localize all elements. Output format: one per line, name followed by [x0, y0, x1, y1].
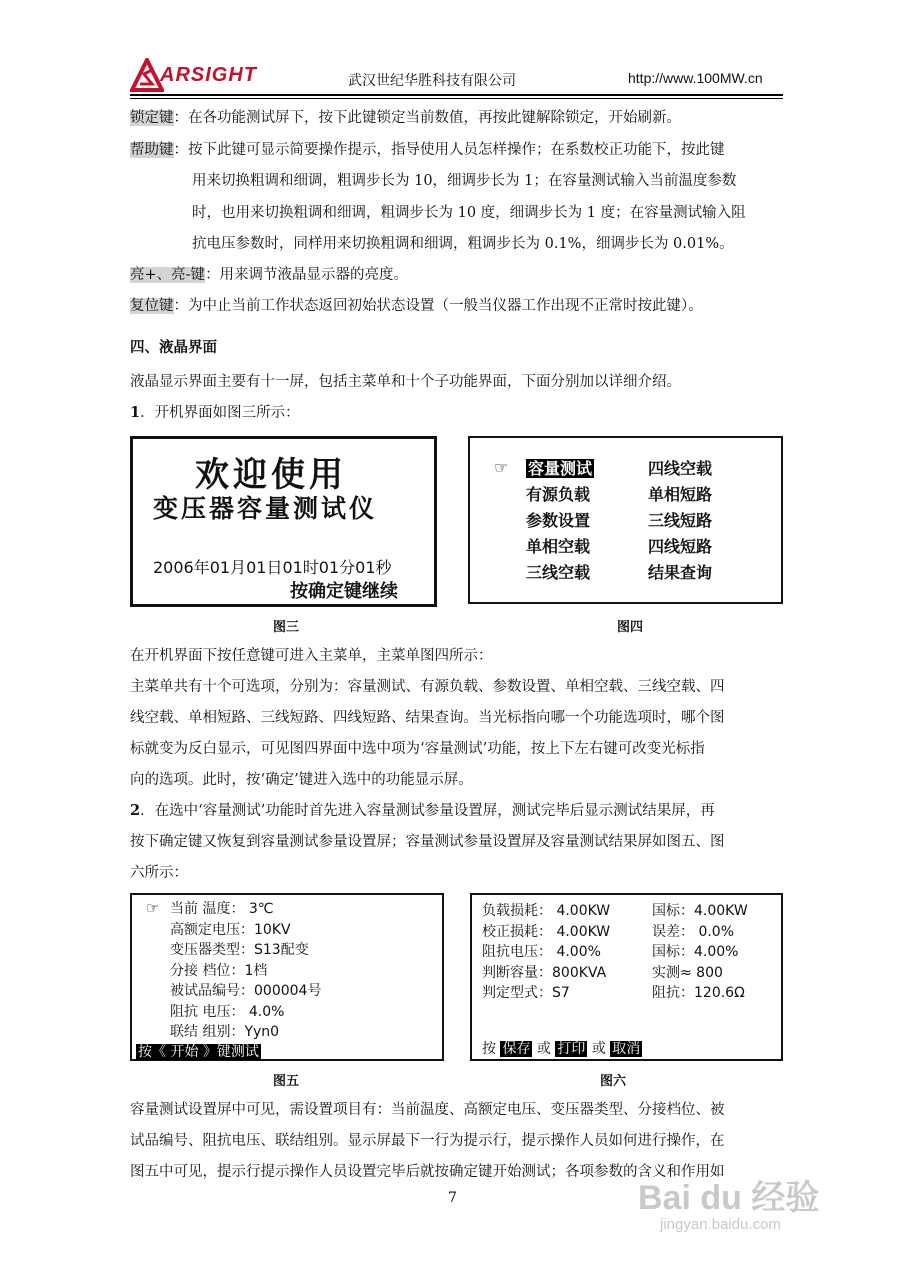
section-intro: 液晶显示界面主要有十一屏，包括主菜单和十个子功能界面，下面分别加以详细介绍。: [130, 374, 681, 390]
company-logo: [130, 54, 280, 94]
lock-key-line: [130, 109, 681, 127]
item1-text: ．开机界面如图三所示：: [140, 405, 300, 421]
item2-number: 2: [130, 802, 141, 819]
para3-line1: 容量测试设置屏中可见，需设置项目有：当前温度、高额定电压、变压器类型、分接档位、被: [130, 1102, 725, 1118]
fig6-screen: [470, 893, 783, 1061]
help-key-desc-1: ：按下此键可显示简要操作提示，指导使用人员怎样操作；在系数校正功能下，按此键: [173, 142, 725, 158]
reset-key-line: [130, 297, 703, 315]
para2-line3: 线空载、单相短路、三线短路、四线短路、结果查询。当光标指向哪一个功能选项时，哪个图: [130, 710, 725, 726]
fig6-caption: 图六: [600, 1074, 627, 1089]
result-impedance: 阻抗：120.6Ω: [652, 985, 745, 1001]
fig3-welcome: 欢迎使用: [195, 455, 347, 495]
fig6-right-col: [652, 901, 748, 1004]
watermark-site: jingyan.baidu.com: [660, 1216, 781, 1233]
save-button[interactable]: 保存: [502, 1041, 531, 1057]
header-rule: [130, 94, 783, 96]
help-key-desc-4: 抗电压参数时，同样用来切换粗调和细调，粗调步长为 0.1%，细调步长为 0.01%。: [192, 236, 734, 252]
result-standard-impedance: 国标：4.00%: [652, 944, 739, 960]
fig3-caption: 图三: [273, 620, 300, 635]
lock-key-desc: ：在各功能测试屏下，按下此键锁定当前数值，再按此键解除锁定，开始刷新。: [173, 110, 681, 126]
page-number: 7: [448, 1190, 457, 1206]
logo-triangle-icon: [130, 58, 164, 92]
pointing-hand-icon: ☞: [494, 458, 509, 477]
fig3-prompt: 按确定键继续: [290, 581, 398, 602]
header-company: 武汉世纪华胜科技有限公司: [348, 72, 516, 88]
menu-item-param-settings[interactable]: 参数设置: [526, 511, 591, 530]
help-key-desc-2: 用来切换粗调和细调，粗调步长为 10，细调步长为 1；在容量测试输入当前温度参数: [192, 173, 737, 189]
fig4-screen: [468, 436, 783, 604]
bright-key-line: [130, 266, 408, 284]
fig5-screen: [130, 893, 444, 1061]
para2-line8: 六所示：: [130, 865, 188, 881]
menu-item-four-wire-noload[interactable]: 四线空载: [648, 459, 713, 478]
lock-key-term: 锁定键: [130, 110, 174, 126]
param-rated-voltage[interactable]: 高额定电压：10KV: [170, 921, 291, 938]
fig6-left-col: [482, 901, 610, 1004]
para2-line4: 标就变为反白显示，可见图四界面中选中项为‘容量测试’功能，按上下左右键可改变光标指: [130, 741, 705, 757]
fig3-product: 变压器容量测试仪: [153, 494, 378, 523]
fig6-or-text: 或: [536, 1041, 551, 1057]
menu-item-four-wire-short[interactable]: 四线短路: [648, 537, 713, 556]
help-key-desc-3: 时，也用来切换粗调和细调，粗调步长为 10 度，细调步长为 1 度；在容量测试输入阻: [192, 205, 746, 221]
menu-item-three-wire-noload[interactable]: 三线空载: [526, 563, 591, 582]
fig6-or-text: 或: [591, 1041, 606, 1057]
menu-item-capacity-test[interactable]: 容量测试: [528, 459, 593, 478]
help-key-line: [130, 141, 725, 159]
fig6-press-text: 按: [482, 1041, 496, 1057]
reset-key-term: 复位键: [130, 298, 174, 314]
para2-line7: 按下确定键又恢复到容量测试参量设置屏；容量测试参量设置屏及容量测试结果屏如图五、图: [130, 834, 725, 850]
logo-text: ARSIGHT: [160, 64, 257, 86]
header-url[interactable]: http://www.100MW.cn: [628, 70, 763, 86]
fig4-menu-col1: [526, 456, 594, 586]
para2-line5: 向的选项。此时，按‘确定’键进入选中的功能显示屏。: [130, 772, 473, 788]
result-corrected-loss: 校正损耗： 4.00KW: [482, 923, 611, 940]
menu-item-active-load[interactable]: 有源负载: [526, 485, 591, 504]
result-judged-capacity: 判断容量：800KVA: [482, 964, 607, 981]
fig5-param-list: [170, 899, 321, 1043]
para3-line3: 图五中可见，提示行提示操作人员设置完毕后就按确定键开始测试；各项参数的含义和作用如: [130, 1164, 725, 1180]
fig6-action-bar: [482, 1038, 642, 1058]
print-button[interactable]: 打印: [557, 1041, 586, 1057]
bright-key-desc: ：用来调节液晶显示器的亮度。: [205, 267, 409, 283]
menu-item-single-phase-short[interactable]: 单相短路: [648, 485, 713, 504]
fig4-menu-col2: [648, 456, 712, 586]
fig3-datetime: 2006年01月01日01时01分01秒: [153, 558, 392, 577]
para2-line2: 主菜单共有十个可选项，分别为：容量测试、有源负载、参数设置、单相空载、三线空载、四: [130, 679, 725, 695]
param-transformer-type[interactable]: 变压器类型：S13配变: [170, 942, 309, 958]
help-key-term: 帮助键: [130, 142, 174, 158]
reset-key-desc: ：为中止当前工作状态返回初始状态设置（一般当仪器工作出现不正常时按此键）。: [173, 298, 703, 314]
param-tap-position[interactable]: 分接 档位：1档: [170, 962, 268, 979]
fig5-caption: 图五: [273, 1074, 300, 1089]
menu-item-single-phase-noload[interactable]: 单相空载: [526, 537, 591, 556]
menu-item-three-wire-short[interactable]: 三线短路: [648, 511, 713, 530]
result-standard-loss: 国标：4.00KW: [652, 903, 748, 919]
watermark-brand: Bai du 经验: [638, 1179, 820, 1217]
fig3-screen: [130, 436, 437, 607]
result-impedance-voltage: 阻抗电压： 4.00%: [482, 944, 601, 960]
param-current-temp[interactable]: 当前 温度： 3℃: [170, 901, 274, 917]
bright-key-term: 亮+、亮-键: [130, 267, 206, 283]
result-error: 误差： 0.0%: [652, 923, 735, 940]
param-connection-group[interactable]: 联结 组别：Yyn0: [170, 1024, 280, 1040]
result-measured: 实测≈ 800: [652, 964, 723, 981]
param-sample-number[interactable]: 被试品编号：000004号: [170, 983, 322, 999]
section-heading: 四、液晶界面: [130, 340, 217, 356]
header-rule-thin: [130, 98, 783, 99]
result-load-loss: 负载损耗： 4.00KW: [482, 903, 611, 919]
fig5-hint: 按《 开始 》键测试: [138, 1044, 259, 1060]
para3-line2: 试品编号、阻抗电压、联结组别。显示屏最下一行为提示行，提示操作人员如何进行操作，在: [130, 1133, 725, 1149]
item1-line: [130, 404, 300, 422]
cancel-button[interactable]: 取消: [612, 1041, 641, 1057]
param-impedance-voltage[interactable]: 阻抗 电压： 4.0%: [170, 1003, 285, 1020]
menu-item-result-query[interactable]: 结果查询: [648, 563, 713, 582]
item2-text: ．在选中‘容量测试’功能时首先进入容量测试参量设置屏，测试完毕后显示测试结果屏，再: [140, 803, 715, 819]
para2-line1: 在开机界面下按任意键可进入主菜单，主菜单图四所示：: [130, 648, 493, 664]
item1-number: 1: [130, 404, 141, 421]
fig4-caption: 图四: [617, 620, 644, 635]
pointing-hand-icon: ☞: [146, 899, 160, 917]
item2-line: [130, 802, 715, 820]
result-judged-type: 判定型式：S7: [482, 985, 570, 1001]
